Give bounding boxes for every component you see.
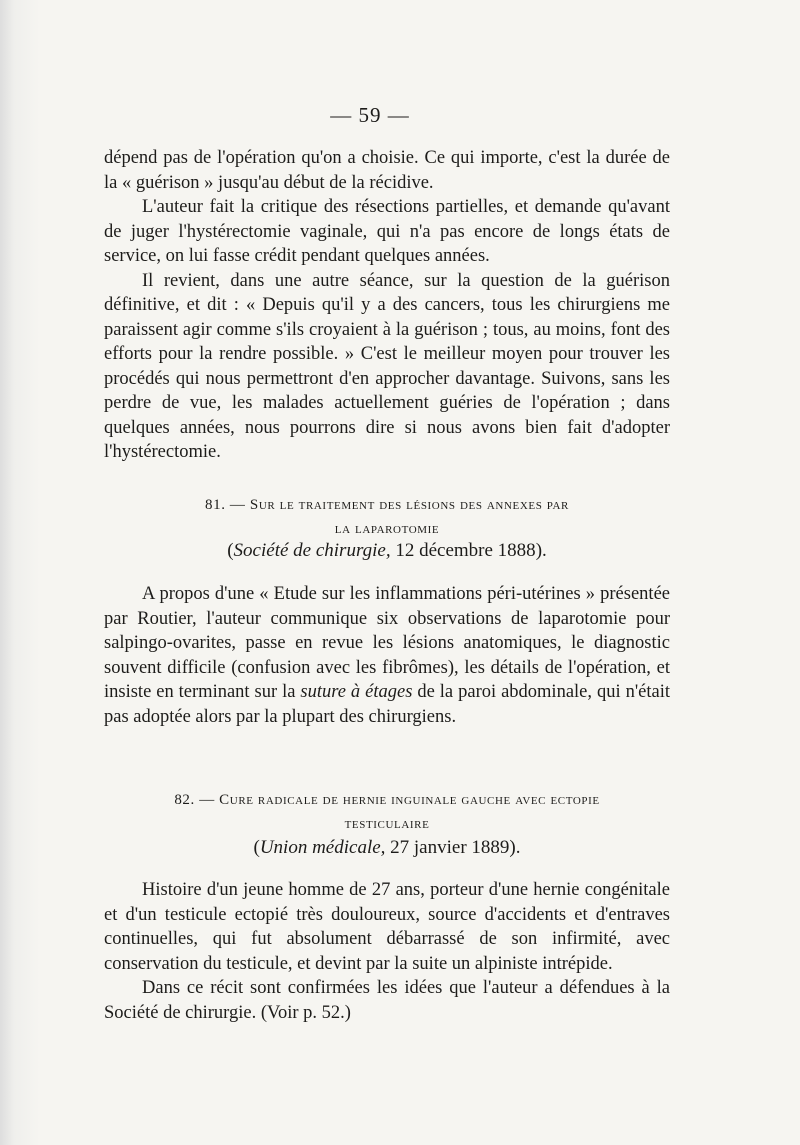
section-82-title-line-1: Cure radicale de hernie inguinale gauche avec ectopie bbox=[219, 792, 600, 808]
section-82-date: 27 janvier 1889 bbox=[390, 837, 510, 858]
intro-paragraph-2: L'auteur fait la critique des résections partielles, et demande qu'avant de juger l'hystérectomie vaginale, qui n'a pas encore de longs états de service, on lui fasse crédit pendant quelques années. bbox=[104, 197, 670, 266]
section-81-emphasis: suture à étages bbox=[300, 682, 413, 702]
section-81-citation: (Société de chirurgie, 12 décembre 1888). bbox=[227, 540, 547, 561]
section-82-source: Union médicale, bbox=[259, 837, 386, 858]
section-81-title-line-2: la laparotomie bbox=[334, 521, 440, 537]
section-81-text-b: de la paroi abdominale, qui n'était pas adoptée alors par la plupart des chirurgiens. bbox=[104, 682, 670, 727]
page-number: — 59 — bbox=[330, 103, 410, 127]
section-81-paragraph bbox=[104, 582, 670, 729]
intro-paragraph-3: Il revient, dans une autre séance, sur la question de la guérison définitive, et dit : « Depuis qu'il y a des cancers, tous les chirurgiens me paraissent agir comme s'ils croyaient à la guérison ; tous, au moins, font des efforts pour la rendre possible. » C'est le meilleur moyen pour trouver les procédés qui nous permettront d'en approcher davantage. Suivons, sans les perdre de vue, les malades actuellement guéries de l'opération ; dans quelques années, nous pourrons dire si nous avons bien fait d'adopter l'hystérectomie. bbox=[104, 270, 670, 462]
section-81-source: Société de chirurgie, bbox=[233, 540, 391, 561]
section-82-paragraph-2: Dans ce récit sont confirmées les idées que l'auteur a défendues à la Société de chirurgie. (Voir p. 52.) bbox=[104, 978, 670, 1023]
section-82-heading bbox=[104, 792, 670, 809]
section-81-number: 81. — bbox=[205, 497, 246, 513]
section-81-heading-line-2 bbox=[104, 521, 670, 538]
section-82-citation: (Union médicale, 27 janvier 1889). bbox=[253, 837, 521, 858]
section-82-paragraph-1: Histoire d'un jeune homme de 27 ans, porteur d'une hernie congénitale et d'un testicule ectopié très douloureux, source d'accidents et d'entraves continuelles, qui fut absolument débarrassé de son infirmité, avec conservation du testicule, et devint par la suite un alpiniste intrépide. bbox=[104, 880, 670, 974]
section-81-heading bbox=[104, 497, 670, 514]
section-82-body bbox=[104, 878, 670, 1025]
section-82-title-line-2: testiculaire bbox=[344, 816, 430, 832]
section-81-date: 12 décembre 1888 bbox=[395, 540, 536, 561]
section-81-title-line-1: Sur le traitement des lésions des annexes par bbox=[249, 497, 569, 513]
section-81-text-a: A propos d'une « Etude sur les inflammations péri-utérines » présentée par Routier, l'auteur communique six observations de laparotomie pour salpingo-ovarites, passe en revue les lésions anatomiques, le diagnostic souvent difficile (confusion avec les fibrômes), les détails de l'opération, et insiste en terminant sur la bbox=[104, 584, 670, 702]
section-82-heading-line-2 bbox=[104, 816, 670, 833]
intro-paragraph-1: dépend pas de l'opération qu'on a choisie. Ce qui importe, c'est la durée de la « guérison » jusqu'au début de la récidive. bbox=[104, 148, 670, 193]
section-82-number: 82. — bbox=[174, 792, 215, 808]
section-81-body bbox=[104, 582, 670, 729]
intro-text bbox=[104, 146, 670, 465]
